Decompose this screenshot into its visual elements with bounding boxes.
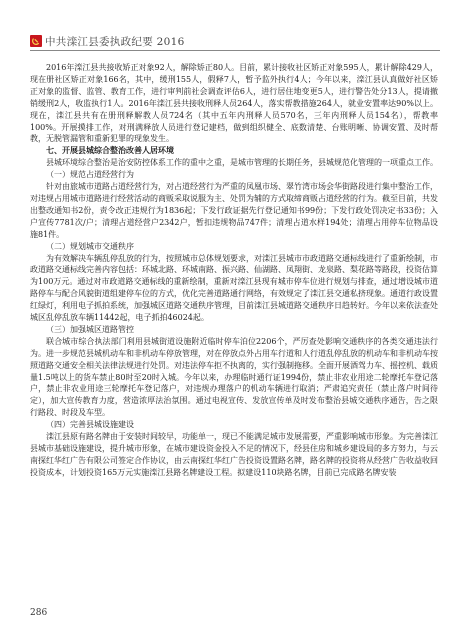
subsection-heading: （四）完善县城设施建设: [46, 420, 134, 430]
body-paragraph: 为有效解决车辆乱停乱放的行为，按照城市总体规划要求，对滦江县城市市政道路交通标线进行了重新绘制，市政道路交通标线完善内容包括：环城北路、环城南路、振兴路、仙湖路、凤翔街、龙泉路、梨花路等路段，投资估算为100万元。通过对市政道路交通标线的重新绘制，重新对滦江县现有城市停车位进行规划与排查，通过增设城市道路停车与配合风貌街道组建停车位的方式，优化完善道路通行网络，有效规定了滦江县交通私挤现象。通道行政设置红绿灯，利用电子抓拍系统，加强城区道路交通秩序管理，目前滦江县城道路交通秩序日趋转好。今年以来依法查处城区乱停乱放车辆11442起，电子抓拍46024起。: [30, 253, 438, 323]
party-emblem-icon: [30, 35, 42, 47]
document-body: [30, 62, 438, 479]
body-paragraph: 联合城市综合执法部门利用县城街道设施附近临时停车泊位2206个，严厉查处影响交通秩序的各类交通违法行为。进一步规范县城机动车和非机动车停放管理，对在停放点外占用车行道和人行道乱停乱放的机动车和非机动车按照道路交通安全相关法律法规进行处罚。对违法停车拒不执离的，实行强制拖移。全面开展酒驾力车、摇控机、载质量1.5吨以上的货车禁止80时至20时入城。今年以来，办理临时通行证1994份，禁止非农业用途二轮摩托车登记落户，禁止非农业用途三轮摩托车登记落户，对违规办理落户的机动车辆进行取消；严肃追究责任（禁止落户时间待定），加大宣传教育力度，营造浓厚法治氛围。通过电视宣传、发放宣传单及时发布整治县城交通秩序通告，告之限行路段、时段及车型。: [30, 336, 438, 418]
page-header: [30, 36, 440, 50]
body-paragraph: 2016年滦江县共接收矫正对象92人，解除矫正80人。目前，累计接收社区矫正对象595人，累计解除429人，现在册社区矫正对象166名，其中，缓刑155人，假释7人，暂予监外执行4人；今年以来，滦江县认真做好社区矫正对象的监督、监管、教育工作，进行审判前社会调查评估6人，进行居住地变更5人，进行警告处分13人，提请撤销缓刑2人，收监执行1人。2016年滦江县共接收刑释人员264人，落实帮教措施264人，就业安置率达90%以上。现在，滦江县共有在册刑释解教人员724名（其中五年内刑释人员570名，三年内刑释人员154名），帮教率100%。开展摸排工作，对刑满释放人员进行登记建档，做到组织健全、底数清楚、台账明晰、协调安置、及时帮教，无脱管漏管和重新犯罪的现象发生。: [30, 63, 438, 144]
body-paragraph: 滦江县原有路名牌由于安装时间较早，功能单一，现已不能满足城市发展需要，严重影响城市形象。为完善滦江县城市基础设施建设，提升城市形象，在城市建设资金投入不足的情况下，经县住房和城乡建设局的多方努力，与云南探红华红广告有限公司签定合作协议，由云南探红华红广告投资设置路名牌，路名牌的投资将从经营广告收益收回投资成本，计划投资165万元实施滦江县路名牌建设工程。拟建设110块路名牌，目前已完成路名牌安装: [30, 432, 438, 477]
body-paragraph: 县城环境综合整治是治安防控体系工作的重中之重，是城市管理的长期任务，县城规范化管理的一项重点工作。: [46, 158, 438, 168]
page-number: 286: [30, 608, 48, 618]
subsection-heading: （一）规范占道经营行为: [46, 170, 134, 180]
body-paragraph: 针对由旅城市道路占道经营行为，对占道经营行为严重的凤凰市场、翠竹湾市场会华街路段进行集中整治工作，对违规占用城市道路进行经营活动的商贩采取说服为主、处罚为辅的方式取缔商贩占道经营的行为。截至目前，共发出整改通知书2份，责令改正违规行为1836起；下发行政证据先行登记通知书99份；下发行政处罚决定书33份；入户宣传7781次/户；清理占道经营户2342户，暂扣违规物品747件；清理占道水样194处；清理占用停车位物品设施81件。: [30, 182, 438, 239]
subsection-heading: （三）加强城区道路管控: [46, 324, 134, 334]
header-title: 中共滦江县委执政纪要 2016: [45, 36, 185, 48]
section-heading: 七、开展县城综合整治改善人居环境: [46, 145, 174, 156]
header-divider: [30, 50, 440, 51]
subsection-heading: （二）规划城市交通秩序: [46, 241, 134, 251]
